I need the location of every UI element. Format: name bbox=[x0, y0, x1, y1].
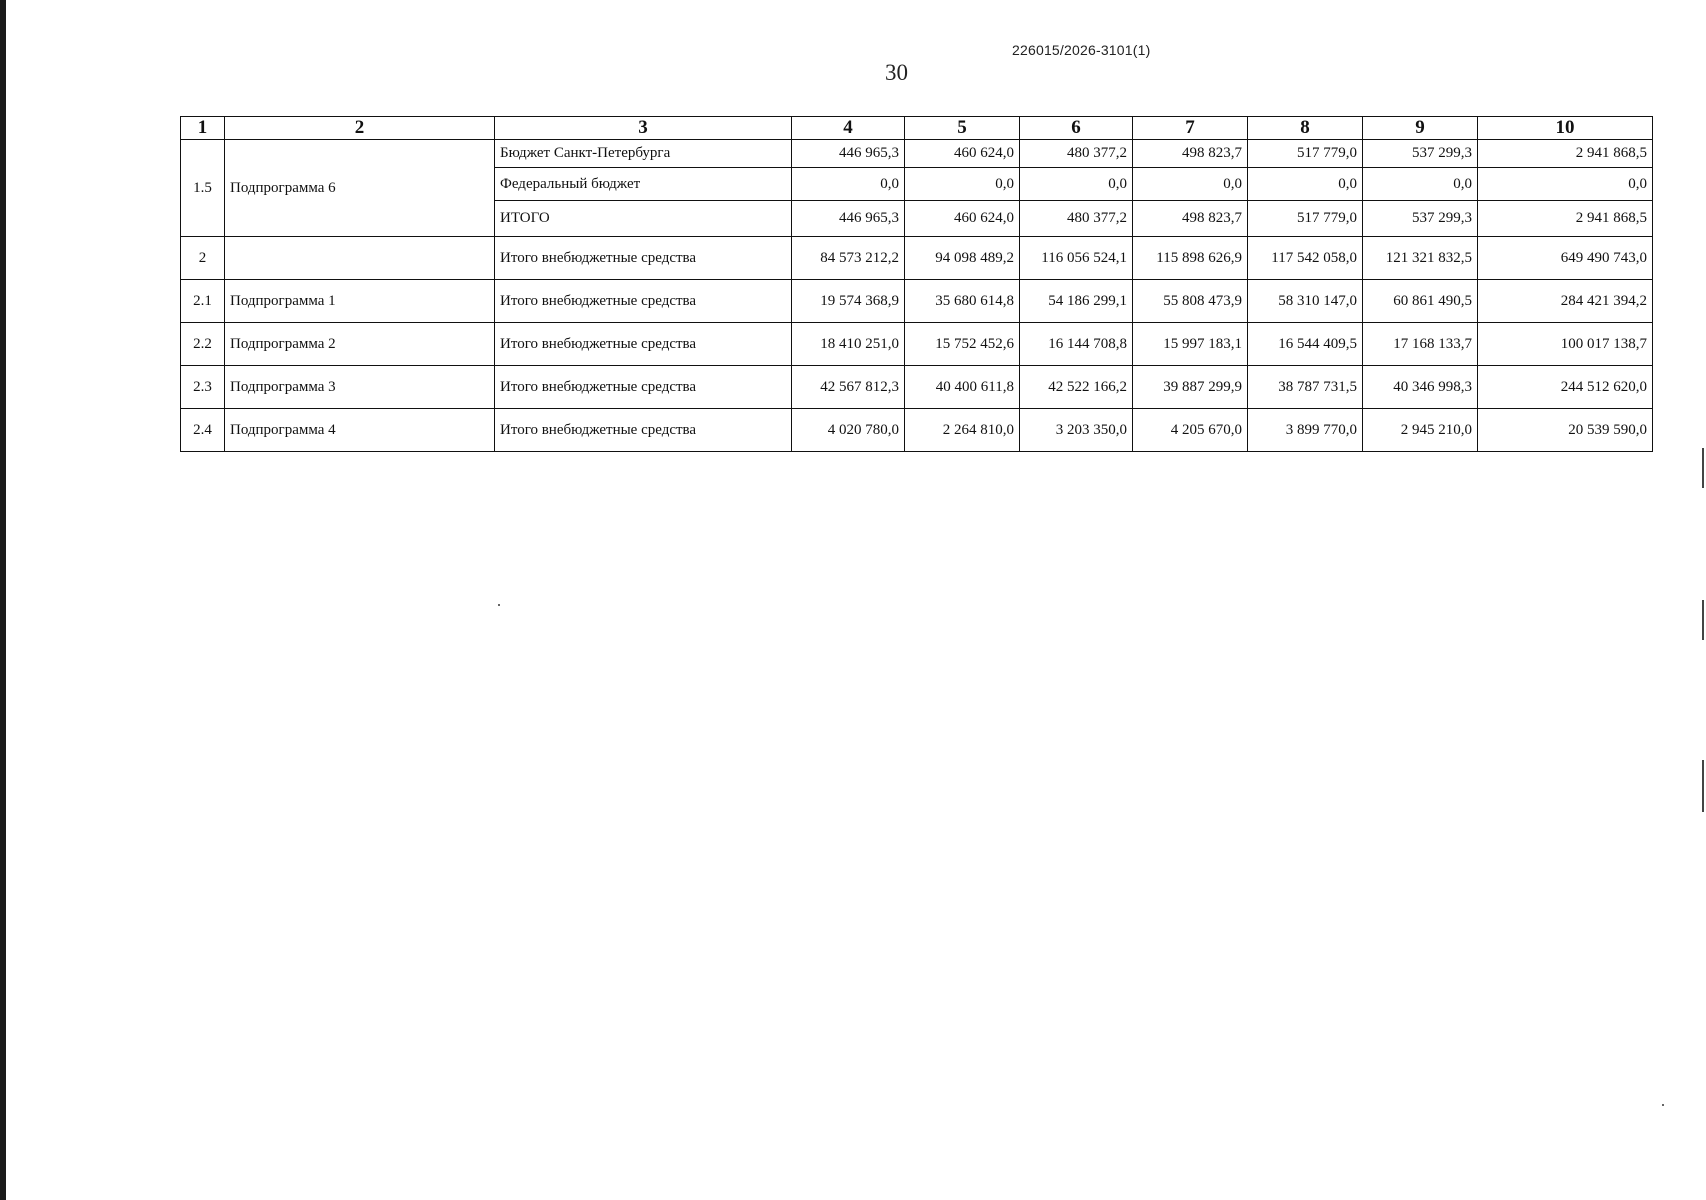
value-cell: 40 346 998,3 bbox=[1363, 366, 1478, 409]
scan-speck bbox=[498, 604, 500, 606]
value-cell: 18 410 251,0 bbox=[792, 323, 905, 366]
value-cell: 115 898 626,9 bbox=[1133, 237, 1248, 280]
value-cell: 84 573 212,2 bbox=[792, 237, 905, 280]
value-cell: 55 808 473,9 bbox=[1133, 280, 1248, 323]
header-cell: 10 bbox=[1478, 117, 1653, 140]
value-cell: 17 168 133,7 bbox=[1363, 323, 1478, 366]
value-cell: 60 861 490,5 bbox=[1363, 280, 1478, 323]
scan-speck bbox=[1662, 1104, 1664, 1106]
funding-source: Итого внебюджетные средства bbox=[495, 323, 792, 366]
row-index: 2.2 bbox=[181, 323, 225, 366]
total-cell: 244 512 620,0 bbox=[1478, 366, 1653, 409]
row-name bbox=[225, 237, 495, 280]
value-cell: 537 299,3 bbox=[1363, 140, 1478, 168]
value-cell: 4 020 780,0 bbox=[792, 409, 905, 452]
value-cell: 460 624,0 bbox=[905, 201, 1020, 237]
total-cell: 20 539 590,0 bbox=[1478, 409, 1653, 452]
value-cell: 0,0 bbox=[1363, 168, 1478, 201]
table-row bbox=[181, 409, 1653, 452]
value-cell: 2 264 810,0 bbox=[905, 409, 1020, 452]
row-name: Подпрограмма 1 bbox=[225, 280, 495, 323]
value-cell: 38 787 731,5 bbox=[1248, 366, 1363, 409]
header-cell: 8 bbox=[1248, 117, 1363, 140]
table-row bbox=[181, 323, 1653, 366]
table-row bbox=[181, 280, 1653, 323]
value-cell: 0,0 bbox=[792, 168, 905, 201]
value-cell: 16 544 409,5 bbox=[1248, 323, 1363, 366]
value-cell: 0,0 bbox=[1248, 168, 1363, 201]
value-cell: 15 997 183,1 bbox=[1133, 323, 1248, 366]
header-cell: 7 bbox=[1133, 117, 1248, 140]
funding-source: Бюджет Санкт-Петербурга bbox=[495, 140, 792, 168]
total-cell: 0,0 bbox=[1478, 168, 1653, 201]
funding-source: Итого внебюджетные средства bbox=[495, 280, 792, 323]
row-name: Подпрограмма 3 bbox=[225, 366, 495, 409]
value-cell: 58 310 147,0 bbox=[1248, 280, 1363, 323]
header-cell: 4 bbox=[792, 117, 905, 140]
value-cell: 3 203 350,0 bbox=[1020, 409, 1133, 452]
value-cell: 116 056 524,1 bbox=[1020, 237, 1133, 280]
total-cell: 2 941 868,5 bbox=[1478, 140, 1653, 168]
value-cell: 42 567 812,3 bbox=[792, 366, 905, 409]
value-cell: 0,0 bbox=[905, 168, 1020, 201]
value-cell: 0,0 bbox=[1133, 168, 1248, 201]
value-cell: 498 823,7 bbox=[1133, 201, 1248, 237]
scan-mark bbox=[1702, 448, 1704, 488]
document-code: 226015/2026-3101(1) bbox=[1012, 42, 1151, 58]
row-name: Подпрограмма 2 bbox=[225, 323, 495, 366]
header-cell: 1 bbox=[181, 117, 225, 140]
budget-table bbox=[180, 116, 1653, 452]
value-cell: 537 299,3 bbox=[1363, 201, 1478, 237]
scan-border bbox=[0, 0, 6, 1200]
value-cell: 460 624,0 bbox=[905, 140, 1020, 168]
value-cell: 480 377,2 bbox=[1020, 201, 1133, 237]
value-cell: 3 899 770,0 bbox=[1248, 409, 1363, 452]
header-row bbox=[181, 117, 1653, 140]
funding-source: Итого внебюджетные средства bbox=[495, 237, 792, 280]
value-cell: 117 542 058,0 bbox=[1248, 237, 1363, 280]
funding-source: Итого внебюджетные средства bbox=[495, 409, 792, 452]
table-row bbox=[181, 140, 1653, 168]
value-cell: 35 680 614,8 bbox=[905, 280, 1020, 323]
row-index: 2 bbox=[181, 237, 225, 280]
value-cell: 54 186 299,1 bbox=[1020, 280, 1133, 323]
value-cell: 446 965,3 bbox=[792, 201, 905, 237]
value-cell: 446 965,3 bbox=[792, 140, 905, 168]
page-number: 30 bbox=[885, 60, 908, 85]
header-cell: 5 bbox=[905, 117, 1020, 140]
value-cell: 0,0 bbox=[1020, 168, 1133, 201]
value-cell: 19 574 368,9 bbox=[792, 280, 905, 323]
row-name: Подпрограмма 4 bbox=[225, 409, 495, 452]
value-cell: 94 098 489,2 bbox=[905, 237, 1020, 280]
row-index: 2.3 bbox=[181, 366, 225, 409]
funding-source: ИТОГО bbox=[495, 201, 792, 237]
scan-mark bbox=[1702, 600, 1704, 640]
value-cell: 517 779,0 bbox=[1248, 140, 1363, 168]
value-cell: 40 400 611,8 bbox=[905, 366, 1020, 409]
value-cell: 480 377,2 bbox=[1020, 140, 1133, 168]
value-cell: 498 823,7 bbox=[1133, 140, 1248, 168]
header-cell: 2 bbox=[225, 117, 495, 140]
table-row bbox=[181, 366, 1653, 409]
value-cell: 517 779,0 bbox=[1248, 201, 1363, 237]
scan-mark bbox=[1702, 760, 1704, 812]
row-index: 2.4 bbox=[181, 409, 225, 452]
value-cell: 42 522 166,2 bbox=[1020, 366, 1133, 409]
value-cell: 15 752 452,6 bbox=[905, 323, 1020, 366]
value-cell: 4 205 670,0 bbox=[1133, 409, 1248, 452]
table-row bbox=[181, 237, 1653, 280]
row-name: Подпрограмма 6 bbox=[225, 140, 495, 237]
header-cell: 6 bbox=[1020, 117, 1133, 140]
value-cell: 2 945 210,0 bbox=[1363, 409, 1478, 452]
total-cell: 100 017 138,7 bbox=[1478, 323, 1653, 366]
total-cell: 649 490 743,0 bbox=[1478, 237, 1653, 280]
value-cell: 16 144 708,8 bbox=[1020, 323, 1133, 366]
value-cell: 39 887 299,9 bbox=[1133, 366, 1248, 409]
funding-source: Федеральный бюджет bbox=[495, 168, 792, 201]
row-index: 1.5 bbox=[181, 140, 225, 237]
header-cell: 3 bbox=[495, 117, 792, 140]
value-cell: 121 321 832,5 bbox=[1363, 237, 1478, 280]
header-cell: 9 bbox=[1363, 117, 1478, 140]
row-index: 2.1 bbox=[181, 280, 225, 323]
funding-source: Итого внебюджетные средства bbox=[495, 366, 792, 409]
total-cell: 2 941 868,5 bbox=[1478, 201, 1653, 237]
total-cell: 284 421 394,2 bbox=[1478, 280, 1653, 323]
